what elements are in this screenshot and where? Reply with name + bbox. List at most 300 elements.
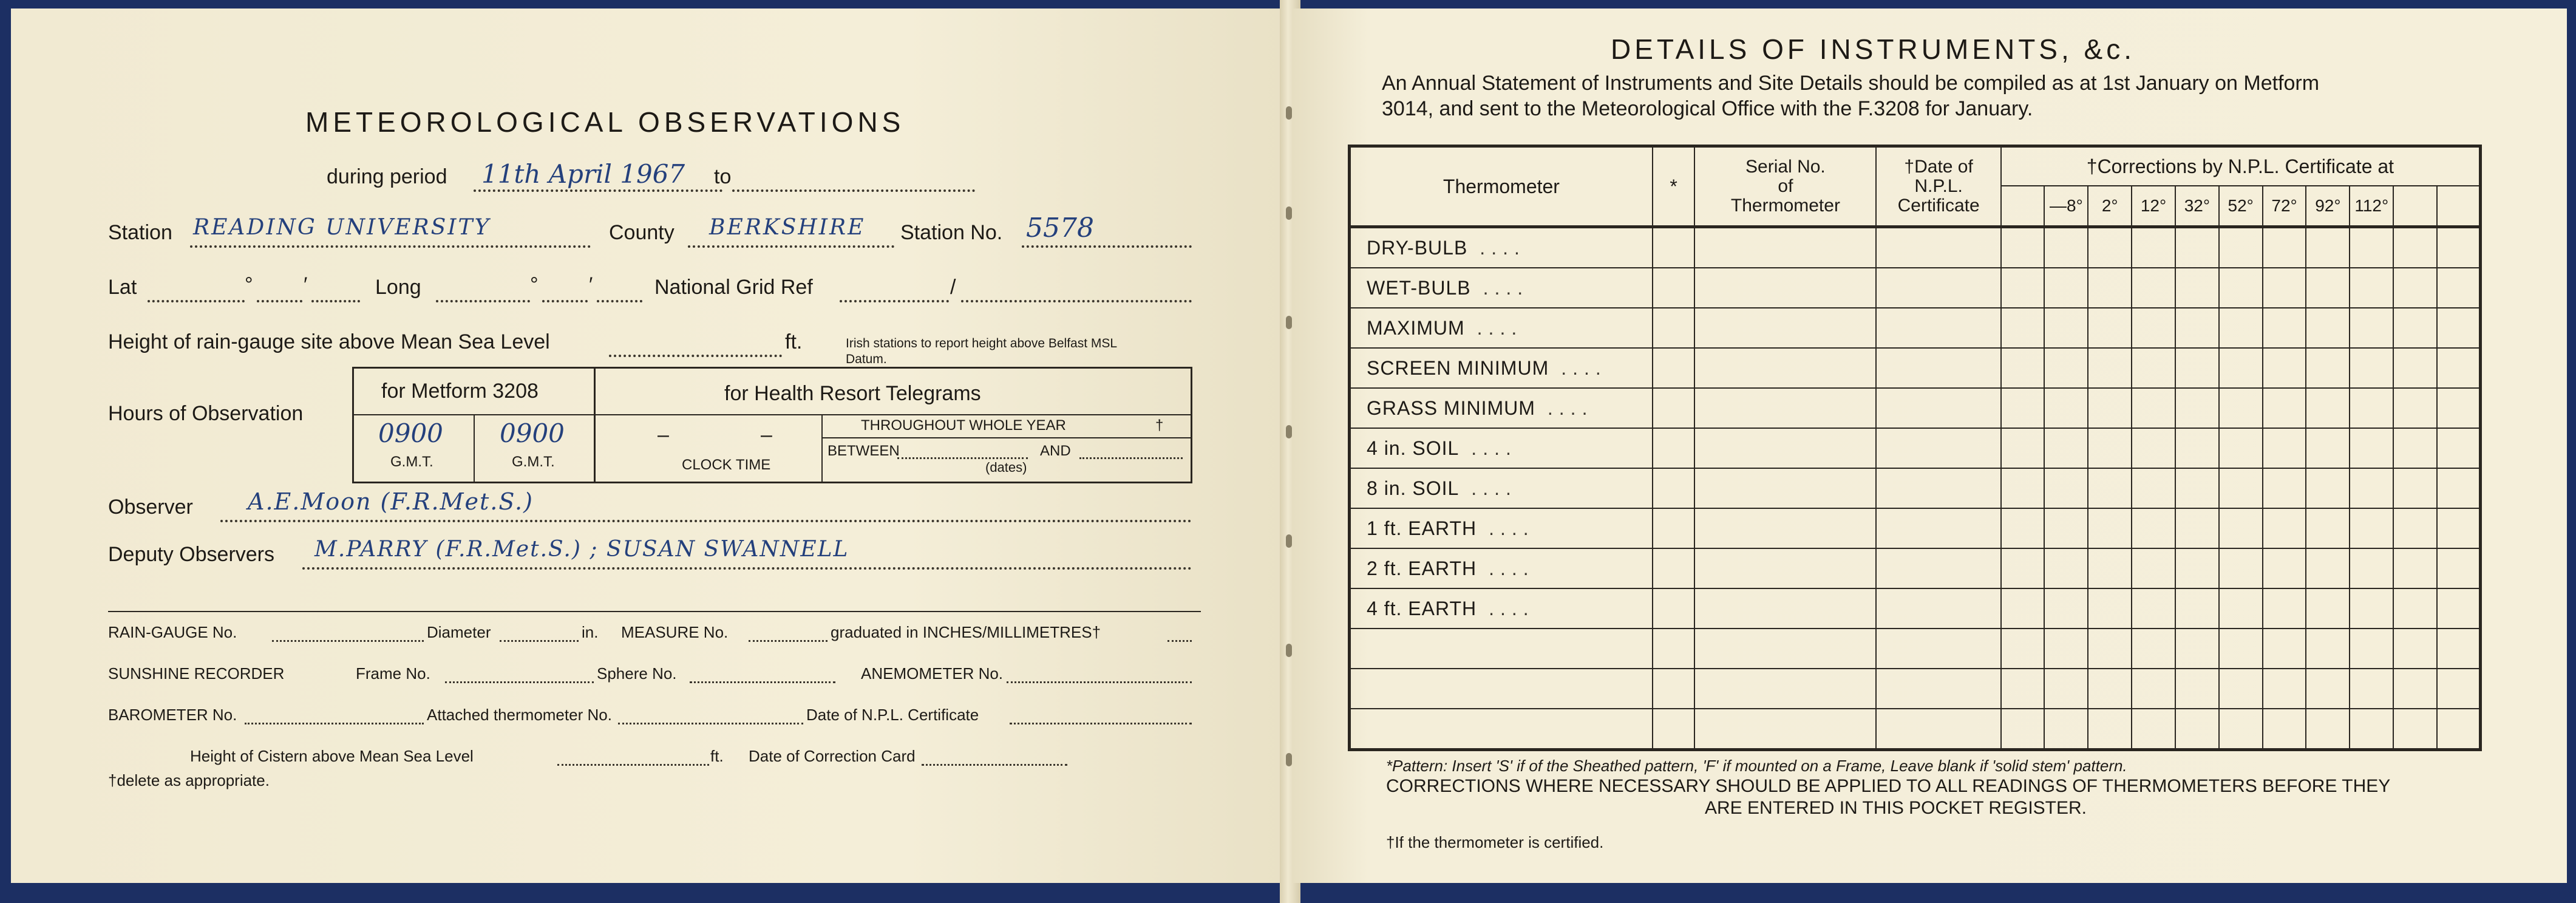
hours-rule-right	[596, 414, 1191, 415]
table-cell[interactable]	[2175, 508, 2219, 548]
table-cell[interactable]	[1876, 227, 2000, 268]
rain-height-label: Height of rain-gauge site above Mean Sea Level	[108, 330, 550, 353]
table-cell[interactable]	[2350, 268, 2393, 308]
table-cell[interactable]	[2044, 548, 2088, 588]
diameter-field[interactable]	[500, 627, 579, 642]
clock-dash-2[interactable]: –	[761, 423, 772, 446]
table-cell[interactable]	[2306, 268, 2350, 308]
to-field[interactable]	[732, 168, 975, 192]
table-cell[interactable]	[2219, 428, 2263, 468]
table-cell[interactable]	[2306, 629, 2350, 669]
table-cell[interactable]	[2132, 629, 2175, 669]
grid-ref-field-1[interactable]	[840, 278, 949, 302]
binding-stitch	[1286, 425, 1292, 438]
row-label: 1 ft. EARTH	[1367, 517, 1477, 539]
table-cell[interactable]	[2044, 468, 2088, 508]
table-cell[interactable]	[2263, 588, 2306, 629]
table-cell[interactable]	[2219, 468, 2263, 508]
table-cell[interactable]	[2175, 227, 2219, 268]
table-cell[interactable]	[2219, 508, 2263, 548]
row-dots: ....	[1489, 557, 1535, 579]
table-cell[interactable]	[2306, 669, 2350, 709]
table-cell[interactable]	[2132, 308, 2175, 348]
binding-stitch	[1286, 316, 1292, 329]
table-cell[interactable]	[2044, 227, 2088, 268]
table-cell[interactable]	[2001, 428, 2045, 468]
table-cell[interactable]	[2306, 548, 2350, 588]
table-cell[interactable]	[2393, 588, 2437, 629]
and-field[interactable]	[1079, 445, 1183, 459]
table-cell[interactable]	[1653, 268, 1695, 308]
metform-3208-label: for Metform 3208	[381, 380, 539, 403]
table-cell[interactable]	[2306, 348, 2350, 388]
table-row	[1350, 428, 2481, 468]
dates-label: (dates)	[985, 460, 1027, 475]
table-cell[interactable]	[2350, 308, 2393, 348]
time-1-value[interactable]: 0900	[378, 418, 443, 448]
table-cell[interactable]	[2350, 227, 2393, 268]
row-label: WET-BULB	[1367, 276, 1471, 299]
rain-gauge-label: RAIN-GAUGE No.	[108, 623, 237, 641]
table-cell[interactable]	[2175, 428, 2219, 468]
page-title: METEOROLOGICAL OBSERVATIONS	[305, 106, 905, 138]
table-cell[interactable]	[2350, 709, 2393, 750]
table-cell[interactable]	[1694, 308, 1876, 348]
table-cell[interactable]	[2263, 669, 2306, 709]
table-cell[interactable]	[1694, 709, 1876, 750]
table-cell[interactable]	[2393, 508, 2437, 548]
table-cell[interactable]	[1876, 669, 2000, 709]
table-cell[interactable]	[1694, 468, 1876, 508]
row-label-cell	[1350, 669, 1653, 709]
long-min-field[interactable]	[542, 278, 588, 302]
table-cell[interactable]	[2437, 468, 2481, 508]
table-cell[interactable]	[1694, 629, 1876, 669]
lat-label: Lat	[108, 276, 137, 299]
table-cell[interactable]	[2001, 468, 2045, 508]
table-cell[interactable]	[2437, 629, 2481, 669]
health-resort-label: for Health Resort Telegrams	[724, 382, 981, 405]
binding-stitch	[1286, 534, 1292, 548]
rain-height-field[interactable]	[609, 333, 782, 357]
clock-time-label: CLOCK TIME	[682, 457, 771, 473]
row-label: GRASS MINIMUM	[1367, 397, 1535, 419]
instruments-title: DETAILS OF INSTRUMENTS, &c.	[1611, 33, 2135, 65]
table-cell[interactable]	[2263, 227, 2306, 268]
table-cell[interactable]	[2175, 629, 2219, 669]
table-body	[1350, 227, 2481, 750]
table-cell[interactable]	[2219, 588, 2263, 629]
table-cell[interactable]	[2393, 428, 2437, 468]
table-cell[interactable]	[2306, 709, 2350, 750]
county-label: County	[609, 221, 675, 244]
anemometer-field[interactable]	[1007, 668, 1192, 683]
table-cell[interactable]	[2088, 308, 2132, 348]
table-cell[interactable]	[1876, 508, 2000, 548]
table-cell[interactable]	[2263, 428, 2306, 468]
table-cell[interactable]	[2306, 388, 2350, 428]
table-cell[interactable]	[2044, 508, 2088, 548]
header-serial-line: of	[1778, 176, 1793, 196]
table-cell[interactable]	[1694, 548, 1876, 588]
to-label: to	[714, 165, 732, 188]
table-cell[interactable]	[2001, 669, 2045, 709]
table-cell[interactable]	[2175, 548, 2219, 588]
npl-date-field[interactable]	[1010, 709, 1192, 724]
cistern-field[interactable]	[557, 751, 709, 766]
row-label: 4 in. SOIL	[1367, 437, 1460, 459]
table-cell[interactable]	[2219, 548, 2263, 588]
graduated-label[interactable]: graduated in INCHES/MILLIMETRES†	[831, 623, 1101, 641]
table-cell[interactable]	[2306, 308, 2350, 348]
table-cell[interactable]	[2001, 348, 2045, 388]
table-cell[interactable]	[2132, 709, 2175, 750]
table-cell[interactable]	[1876, 709, 2000, 750]
table-cell[interactable]	[2001, 308, 2045, 348]
in-label: in.	[582, 623, 599, 641]
table-cell[interactable]	[2132, 468, 2175, 508]
row-label: DRY-BULB	[1367, 236, 1468, 259]
header-pattern: *	[1653, 146, 1695, 227]
table-cell[interactable]	[1653, 709, 1695, 750]
row-dots: ....	[1483, 276, 1529, 299]
table-cell[interactable]	[2132, 548, 2175, 588]
table-cell[interactable]	[1653, 348, 1695, 388]
table-cell[interactable]	[2219, 709, 2263, 750]
table-cell[interactable]	[2263, 388, 2306, 428]
header-serial-line: Thermometer	[1730, 196, 1840, 216]
attached-label: Attached thermometer No.	[427, 706, 612, 724]
row-label: 4 ft. EARTH	[1367, 597, 1477, 619]
table-row	[1350, 669, 2481, 709]
table-cell[interactable]	[2001, 709, 2045, 750]
section-divider	[108, 611, 1201, 612]
gmt-2-label: G.M.T.	[512, 454, 555, 470]
table-cell[interactable]	[2219, 308, 2263, 348]
clock-dash-1[interactable]: –	[658, 423, 669, 446]
table-cell[interactable]	[2393, 268, 2437, 308]
measure-field[interactable]	[749, 627, 828, 642]
between-field[interactable]	[897, 445, 1028, 459]
header-date	[1876, 146, 2000, 227]
table-cell[interactable]	[1876, 588, 2000, 629]
table-cell[interactable]	[2001, 227, 2045, 268]
anemometer-label: ANEMOMETER No.	[861, 664, 1004, 683]
table-cell[interactable]	[1876, 308, 2000, 348]
table-cell[interactable]	[2088, 588, 2132, 629]
header-corrections: †Corrections by N.P.L. Certificate at	[2001, 146, 2481, 186]
table-cell[interactable]	[2044, 428, 2088, 468]
table-cell[interactable]	[2437, 669, 2481, 709]
table-cell[interactable]	[1876, 548, 2000, 588]
table-cell[interactable]	[2044, 629, 2088, 669]
table-cell[interactable]	[1653, 388, 1695, 428]
table-cell[interactable]	[1694, 227, 1876, 268]
row-dots: ....	[1471, 477, 1517, 499]
table-cell[interactable]	[2437, 268, 2481, 308]
table-cell[interactable]	[2132, 268, 2175, 308]
table-cell[interactable]	[2219, 348, 2263, 388]
table-row	[1350, 588, 2481, 629]
table-cell[interactable]	[2175, 388, 2219, 428]
table-cell[interactable]	[2175, 709, 2219, 750]
lat-tail-field[interactable]	[311, 278, 360, 302]
table-cell[interactable]	[2393, 468, 2437, 508]
table-cell[interactable]	[2437, 308, 2481, 348]
table-cell[interactable]	[1653, 227, 1695, 268]
table-cell[interactable]	[2350, 348, 2393, 388]
table-cell[interactable]	[1694, 428, 1876, 468]
table-cell[interactable]	[2001, 268, 2045, 308]
long-deg-field[interactable]	[436, 278, 530, 302]
table-cell[interactable]	[2263, 348, 2306, 388]
row-label-cell	[1350, 388, 1653, 428]
table-cell[interactable]	[2306, 227, 2350, 268]
table-cell[interactable]	[2437, 588, 2481, 629]
temp-header-blank	[2001, 186, 2045, 227]
table-cell[interactable]	[2175, 308, 2219, 348]
table-cell[interactable]	[2088, 388, 2132, 428]
table-cell[interactable]	[2132, 348, 2175, 388]
deputy-value: M.PARRY (F.R.Met.S.) ; SUSAN SWANNELL	[314, 537, 849, 562]
table-cell[interactable]	[2350, 588, 2393, 629]
attached-field[interactable]	[618, 709, 803, 724]
table-cell[interactable]	[2350, 548, 2393, 588]
table-cell[interactable]	[2437, 709, 2481, 750]
table-cell[interactable]	[2088, 629, 2132, 669]
table-cell[interactable]	[1694, 669, 1876, 709]
header-thermometer: Thermometer	[1350, 146, 1653, 227]
temp-header-blank	[2437, 186, 2481, 227]
table-cell[interactable]	[2393, 227, 2437, 268]
sphere-field[interactable]	[690, 668, 835, 683]
table-cell[interactable]	[1694, 588, 1876, 629]
table-cell[interactable]	[2044, 709, 2088, 750]
table-cell[interactable]	[2306, 468, 2350, 508]
table-cell[interactable]	[2263, 468, 2306, 508]
rain-height-unit: ft.	[785, 330, 803, 353]
row-label-cell	[1350, 508, 1653, 548]
table-cell[interactable]	[2088, 227, 2132, 268]
table-cell[interactable]	[2350, 508, 2393, 548]
table-cell[interactable]	[2219, 388, 2263, 428]
table-cell[interactable]	[2393, 709, 2437, 750]
table-cell[interactable]	[2001, 508, 2045, 548]
table-cell[interactable]	[2437, 548, 2481, 588]
table-cell[interactable]	[2001, 548, 2045, 588]
gmt-1-label: G.M.T.	[390, 454, 433, 470]
table-cell[interactable]	[1653, 468, 1695, 508]
delete-note: †delete as appropriate.	[108, 771, 270, 789]
table-cell[interactable]	[2044, 268, 2088, 308]
table-row	[1350, 629, 2481, 669]
table-cell[interactable]	[1694, 388, 1876, 428]
footnote-pattern: *Pattern: Insert 'S' if of the Sheathed pattern, 'F' if mounted on a Frame, Leave blank if 'solid stem' pattern.	[1386, 757, 2127, 775]
table-cell[interactable]	[2350, 428, 2393, 468]
table-cell[interactable]	[2175, 669, 2219, 709]
temp-header-blank	[2393, 186, 2437, 227]
station-label: Station	[108, 221, 172, 244]
table-cell[interactable]	[2044, 588, 2088, 629]
grid-ref-field-2[interactable]	[961, 278, 1192, 302]
table-row	[1350, 508, 2481, 548]
table-row	[1350, 227, 2481, 268]
table-cell[interactable]	[2350, 388, 2393, 428]
table-cell[interactable]	[2132, 227, 2175, 268]
table-cell[interactable]	[1876, 629, 2000, 669]
table-cell[interactable]	[2132, 588, 2175, 629]
table-cell[interactable]	[2437, 388, 2481, 428]
table-cell[interactable]	[1694, 508, 1876, 548]
table-cell[interactable]	[1876, 268, 2000, 308]
time-2-value[interactable]: 0900	[500, 418, 565, 448]
table-cell[interactable]	[2393, 548, 2437, 588]
table-cell[interactable]	[2132, 388, 2175, 428]
table-cell[interactable]	[2263, 268, 2306, 308]
temp-header: 2°	[2088, 186, 2132, 227]
row-label: MAXIMUM	[1367, 316, 1465, 339]
table-cell[interactable]	[2219, 669, 2263, 709]
table-cell[interactable]	[1653, 308, 1695, 348]
table-row	[1350, 308, 2481, 348]
table-cell[interactable]	[1653, 548, 1695, 588]
lat-deg-symbol: °	[245, 273, 253, 296]
table-cell[interactable]	[1653, 629, 1695, 669]
station-no-value: 5578	[1026, 213, 1094, 244]
table-cell[interactable]	[2044, 669, 2088, 709]
long-deg-symbol: °	[530, 273, 539, 296]
table-cell[interactable]	[2044, 308, 2088, 348]
lat-deg-field[interactable]	[148, 278, 245, 302]
table-cell[interactable]	[2175, 468, 2219, 508]
table-cell[interactable]	[2437, 227, 2481, 268]
table-cell[interactable]	[2088, 548, 2132, 588]
table-cell[interactable]	[2306, 588, 2350, 629]
header-date-line: †Date of	[1904, 157, 1973, 177]
table-cell[interactable]	[2219, 227, 2263, 268]
diameter-label: Diameter	[427, 623, 491, 641]
right-page	[1292, 9, 2567, 883]
table-cell[interactable]	[2263, 508, 2306, 548]
frame-label: Frame No.	[356, 664, 430, 683]
table-cell[interactable]	[2437, 508, 2481, 548]
grid-ref-slash: /	[950, 276, 956, 299]
table-cell[interactable]	[2088, 669, 2132, 709]
table-cell[interactable]	[1876, 388, 2000, 428]
table-cell[interactable]	[2175, 268, 2219, 308]
header-date-line: N.P.L.	[1914, 176, 1963, 196]
lat-min-field[interactable]	[257, 278, 302, 302]
barometer-field[interactable]	[245, 709, 424, 724]
table-row	[1350, 348, 2481, 388]
table-cell[interactable]	[2263, 629, 2306, 669]
table-cell[interactable]	[2175, 588, 2219, 629]
table-cell[interactable]	[2001, 588, 2045, 629]
throughout-label[interactable]: THROUGHOUT WHOLE YEAR	[861, 417, 1066, 434]
table-cell[interactable]	[1653, 669, 1695, 709]
table-cell[interactable]	[2088, 348, 2132, 388]
table-cell[interactable]	[2437, 348, 2481, 388]
irish-note-line-2: Datum.	[846, 352, 887, 366]
table-cell[interactable]	[2393, 308, 2437, 348]
table-row	[1350, 388, 2481, 428]
temp-header: 52°	[2219, 186, 2263, 227]
table-cell[interactable]	[2393, 388, 2437, 428]
graduated-tail	[1167, 627, 1192, 642]
table-cell[interactable]	[2001, 388, 2045, 428]
table-cell[interactable]	[1876, 428, 2000, 468]
table-cell[interactable]	[2001, 629, 2045, 669]
table-cell[interactable]	[1653, 508, 1695, 548]
table-cell[interactable]	[1876, 348, 2000, 388]
grid-ref-label: National Grid Ref	[654, 276, 813, 299]
table-cell[interactable]	[1694, 268, 1876, 308]
npl-date-label: Date of N.P.L. Certificate	[806, 706, 979, 724]
table-cell[interactable]	[2350, 468, 2393, 508]
table-cell[interactable]	[2088, 709, 2132, 750]
table-cell[interactable]	[1653, 428, 1695, 468]
row-label-cell	[1350, 629, 1653, 669]
table-cell[interactable]	[2044, 348, 2088, 388]
table-cell[interactable]	[2219, 629, 2263, 669]
table-cell[interactable]	[2393, 669, 2437, 709]
hours-rule-mid	[474, 414, 475, 482]
table-cell[interactable]	[2088, 468, 2132, 508]
long-tail-field[interactable]	[597, 278, 642, 302]
table-cell[interactable]	[2132, 669, 2175, 709]
table-cell[interactable]	[2219, 268, 2263, 308]
row-label-cell	[1350, 308, 1653, 348]
hours-box	[352, 367, 1192, 483]
row-dots: ....	[1477, 316, 1523, 339]
table-cell[interactable]	[2263, 548, 2306, 588]
frame-field[interactable]	[445, 668, 594, 683]
table-cell[interactable]	[2393, 348, 2437, 388]
irish-note-line-1: Irish stations to report height above Belfast MSL	[846, 336, 1118, 350]
table-cell[interactable]	[2132, 428, 2175, 468]
hours-label: Hours of Observation	[108, 402, 304, 425]
table-cell[interactable]	[2044, 388, 2088, 428]
during-period-value: 11th April 1967	[481, 159, 685, 189]
table-row	[1350, 468, 2481, 508]
table-cell[interactable]	[2350, 669, 2393, 709]
row-dots: ....	[1561, 356, 1607, 379]
correction-card-field[interactable]	[922, 751, 1067, 766]
table-cell[interactable]	[2306, 508, 2350, 548]
temp-header: 12°	[2132, 186, 2175, 227]
table-cell[interactable]	[2132, 508, 2175, 548]
table-cell[interactable]	[2175, 348, 2219, 388]
station-value: READING UNIVERSITY	[193, 215, 491, 240]
rain-gauge-field[interactable]	[272, 627, 424, 642]
binding-stitch	[1286, 644, 1292, 657]
table-cell[interactable]	[2306, 428, 2350, 468]
table-cell[interactable]	[2350, 629, 2393, 669]
header-date-line: Certificate	[1897, 196, 1980, 216]
table-cell[interactable]	[2088, 428, 2132, 468]
table-cell[interactable]	[2263, 308, 2306, 348]
table-cell[interactable]	[2088, 268, 2132, 308]
table-cell[interactable]	[2393, 629, 2437, 669]
table-cell[interactable]	[2088, 508, 2132, 548]
throughout-dagger: †	[1155, 417, 1164, 434]
table-cell[interactable]	[2437, 428, 2481, 468]
table-cell[interactable]	[1653, 588, 1695, 629]
table-cell[interactable]	[2263, 709, 2306, 750]
table-cell[interactable]	[1694, 348, 1876, 388]
table-cell[interactable]	[1876, 468, 2000, 508]
hours-rule-left-edge	[594, 414, 596, 482]
